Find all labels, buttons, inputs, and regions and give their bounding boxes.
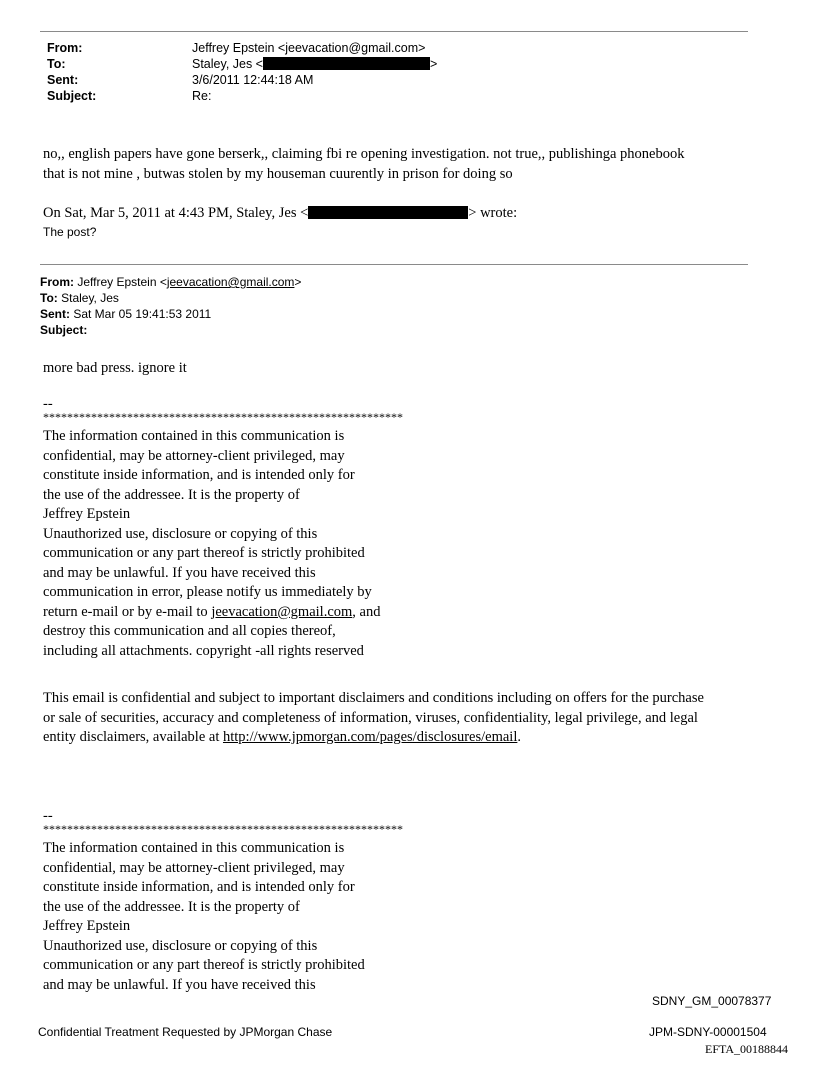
jpm-disclaimer-line: or sale of securities, accuracy and completeness of information, viruses, confidentiality, legal privilege, and legal (43, 709, 698, 726)
jpm-disclaimer (43, 689, 704, 748)
jpm-disclaimer-line: This email is confidential and subject to important disclaimers and conditions including on offers for the purchase (43, 690, 704, 706)
quoted-from-name: Jeffrey Epstein < (74, 275, 167, 289)
sent-row (47, 72, 437, 88)
disclaimer-line: constitute inside information, and is intended only for (43, 879, 355, 895)
quote-intro-suffix: > wrote: (468, 205, 518, 221)
from-label: From: (47, 41, 83, 55)
separator-dash: -- (43, 808, 53, 824)
disclaimer-line: The information contained in this communication is (43, 840, 345, 856)
from-row (47, 40, 437, 56)
quoted-from-email-link[interactable]: jeevacation@gmail.com (166, 275, 295, 289)
quoted-to-row (40, 290, 301, 306)
quoted-sent-value: Sat Mar 05 19:41:53 2011 (70, 307, 212, 321)
redaction-bar (263, 57, 430, 70)
quote-intro (43, 204, 517, 240)
separator-dash: -- (43, 396, 53, 412)
email-header (47, 40, 437, 104)
jpm-link-suffix: . (517, 729, 521, 745)
quoted-sent-row (40, 306, 301, 322)
quoted-to-value: Staley, Jes (57, 291, 119, 305)
reply-line: no,, english papers have gone berserk,, claiming fbi re opening investigation. not true,, publishinga phonebook (43, 146, 685, 162)
disclaimer-line: destroy this communication and all copies thereof, (43, 623, 336, 639)
quoted-sent-label: Sent: (40, 307, 70, 321)
reply-line: that is not mine , butwas stolen by my houseman cuurently in prison for doing so (43, 165, 513, 182)
bates-number-sdny: SDNY_GM_00078377 (652, 994, 772, 1008)
quoted-subject-label: Subject: (40, 323, 88, 337)
quoted-header (40, 274, 301, 338)
subject-row (47, 88, 437, 104)
disclaimer-line: The information contained in this communication is (43, 428, 345, 444)
disclaimer-line: constitute inside information, and is intended only for (43, 467, 355, 483)
to-prefix: Staley, Jes < (192, 57, 263, 71)
disclaimer-line: and may be unlawful. If you have received this (43, 976, 316, 993)
disclaimer-line: and may be unlawful. If you have received this (43, 564, 316, 581)
disclaimer-line: the use of the addressee. It is the property of (43, 486, 300, 503)
quoted-from-label: From: (40, 275, 74, 289)
quote-intro-line (43, 204, 517, 224)
separator-stars: ************************************************************ (43, 822, 403, 836)
disclaimer-email-prefix: return e-mail or by e-mail to (43, 603, 212, 620)
quoted-body: more bad press. ignore it (43, 360, 187, 376)
sent-label: Sent: (47, 73, 79, 87)
disclaimer-email-suffix: , and (352, 603, 381, 620)
disclaimer-line: Unauthorized use, disclosure or copying of this (43, 937, 318, 954)
disclaimer-line: Unauthorized use, disclosure or copying of this (43, 525, 318, 542)
disclaimer-block-2 (43, 810, 403, 995)
disclaimer-email-line (43, 603, 403, 623)
disclaimer-line: confidential, may be attorney-client privileged, may (43, 859, 345, 876)
sent-value: 3/6/2011 12:44:18 AM (192, 73, 314, 87)
redaction-bar (308, 206, 468, 219)
disclaimer-email-link[interactable]: jeevacation@gmail.com (211, 603, 353, 620)
quote-intro-prefix: On Sat, Mar 5, 2011 at 4:43 PM, Staley, Jes < (43, 205, 309, 221)
quoted-from-close: > (294, 275, 302, 289)
disclaimer-line: communication or any part thereof is strictly prohibited (43, 545, 365, 561)
to-row (47, 56, 437, 72)
quoted-to-label: To: (40, 291, 58, 305)
disclaimer-block-1 (43, 398, 403, 661)
disclaimer-line: including all attachments. copyright -all rights reserved (43, 642, 364, 659)
to-label: To: (47, 57, 66, 71)
from-value: Jeffrey Epstein <jeevacation@gmail.com> (192, 41, 426, 55)
disclaimer-line: Jeffrey Epstein (43, 506, 131, 522)
confidential-treatment-notice: Confidential Treatment Requested by JPMorgan Chase (38, 1025, 333, 1039)
subject-value: Re: (192, 89, 212, 103)
disclaimer-line: confidential, may be attorney-client privileged, may (43, 447, 345, 464)
reply-body (43, 145, 684, 184)
bates-number-jpm: JPM-SDNY-00001504 (649, 1025, 767, 1039)
disclaimer-line: communication or any part thereof is strictly prohibited (43, 957, 365, 973)
to-suffix: > (429, 57, 438, 71)
jpm-disclaimer-link-line (43, 728, 704, 748)
disclaimer-line: the use of the addressee. It is the property of (43, 898, 300, 915)
disclaimer-line: communication in error, please notify us immediately by (43, 584, 372, 600)
efta-number: EFTA_00188844 (705, 1042, 789, 1056)
quoted-from-row (40, 274, 301, 290)
quote-intro-text: The post? (43, 224, 97, 239)
disclaimer-line: Jeffrey Epstein (43, 918, 131, 934)
jpm-link-prefix: entity disclaimers, available at (43, 729, 223, 745)
jpm-disclosures-link[interactable]: http://www.jpmorgan.com/pages/disclosures/email (222, 729, 518, 745)
subject-label: Subject: (47, 89, 97, 103)
separator-stars: ************************************************************ (43, 410, 403, 424)
quoted-subject-row (40, 322, 301, 338)
to-value (192, 56, 437, 72)
quote-divider (40, 264, 748, 265)
top-divider (40, 31, 748, 32)
